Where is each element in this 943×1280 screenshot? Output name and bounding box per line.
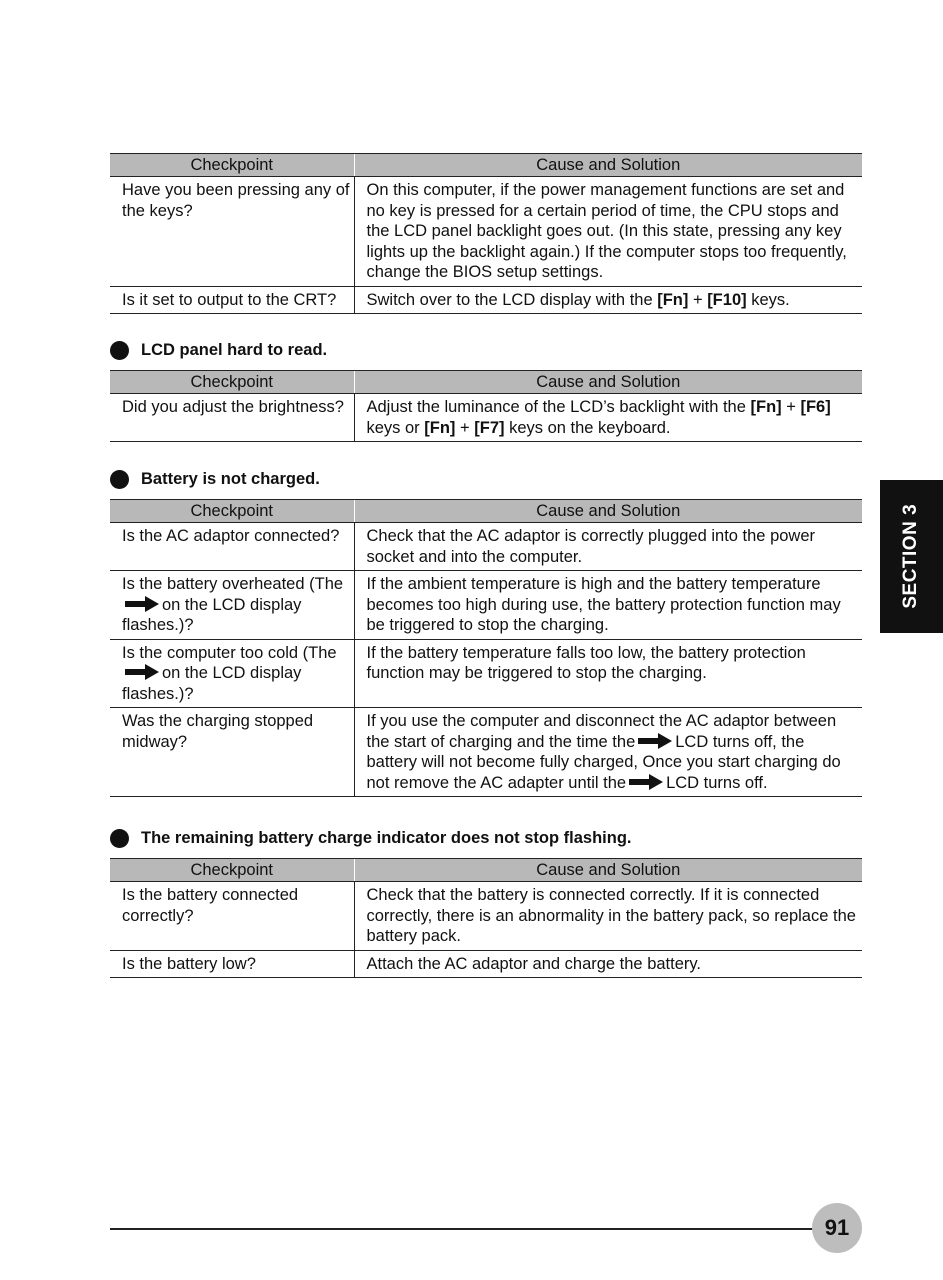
arrow-right-icon	[125, 664, 159, 680]
solution-cell	[354, 708, 862, 797]
bullet-icon	[110, 341, 129, 360]
key-f7: [F7]	[474, 418, 505, 437]
section-heading-indicator	[110, 828, 632, 849]
solution-text: keys.	[746, 290, 790, 309]
checkpoint-cell: Did you adjust the brightness?	[110, 394, 354, 442]
checkpoint-text: on the LCD display flashes.)?	[122, 664, 302, 703]
column-header-cause-solution: Cause and Solution	[354, 371, 862, 394]
table-row	[110, 882, 862, 951]
table-row	[110, 571, 862, 640]
footer-divider	[110, 1228, 835, 1230]
solution-text: keys on the keyboard.	[504, 418, 671, 437]
checkpoint-text: on the LCD display flashes.)?	[122, 595, 302, 634]
column-header-checkpoint: Checkpoint	[110, 371, 354, 394]
plus-sign: +	[781, 398, 801, 416]
table-row	[110, 394, 862, 442]
solution-text: Switch over to the LCD display with the	[366, 290, 658, 309]
column-header-checkpoint: Checkpoint	[110, 500, 354, 523]
arrow-right-icon	[125, 596, 159, 612]
section-heading-lcd	[110, 340, 327, 361]
checkpoint-cell: Was the charging stopped midway?	[110, 708, 354, 797]
key-f10: [F10]	[707, 290, 747, 309]
checkpoint-cell: Is it set to output to the CRT?	[110, 286, 354, 314]
table-row	[110, 177, 862, 287]
bullet-icon	[110, 829, 129, 848]
solution-cell: If the ambient temperature is high and the battery temperature becomes too high during use, the battery protection function may be triggered to stop the charging.	[354, 571, 862, 640]
bullet-icon	[110, 470, 129, 489]
solution-cell	[354, 394, 862, 442]
key-fn: [Fn]	[750, 398, 782, 416]
key-f6: [F6]	[800, 398, 831, 416]
table-row	[110, 523, 862, 571]
arrow-right-icon	[629, 774, 663, 790]
checkpoint-cell: Is the battery connected correctly?	[110, 882, 354, 951]
page-number: 91	[812, 1203, 862, 1253]
section-heading-battery	[110, 469, 320, 490]
column-header-cause-solution: Cause and Solution	[354, 500, 862, 523]
table-power-management	[110, 153, 862, 314]
section-tab-label: SECTION 3	[900, 504, 922, 609]
solution-cell: Attach the AC adaptor and charge the battery.	[354, 950, 862, 978]
heading-text: Battery is not charged.	[141, 470, 320, 488]
section-tab	[880, 480, 943, 633]
column-header-checkpoint: Checkpoint	[110, 154, 354, 177]
solution-text: If you use the computer and disconnect the AC adaptor between the start of charging and the time the	[366, 712, 837, 751]
solution-cell	[354, 286, 862, 314]
key-fn: [Fn]	[657, 290, 689, 309]
table-row	[110, 639, 862, 708]
solution-cell: If the battery temperature falls too low, the battery protection function may be triggered to stop the charging.	[354, 639, 862, 708]
key-fn: [Fn]	[424, 418, 456, 437]
checkpoint-cell	[110, 639, 354, 708]
solution-cell: On this computer, if the power management functions are set and no key is pressed for a certain period of time, the CPU stops and the LCD panel backlight goes out. (In this state, pressing any key lights up the backlight again.) If the computer stops too frequently, change the BIOS setup settings.	[354, 177, 862, 287]
solution-cell: Check that the AC adaptor is correctly plugged into the power socket and into the computer.	[354, 523, 862, 571]
checkpoint-text: Is the computer too cold (The	[122, 643, 337, 662]
checkpoint-cell: Is the battery low?	[110, 950, 354, 978]
table-row	[110, 708, 862, 797]
solution-text: LCD turns off, the battery will not become fully charged, Once you start charging do not remove the AC adapter until the	[366, 732, 841, 792]
table-charge-indicator	[110, 858, 862, 978]
solution-text: LCD turns off.	[666, 773, 768, 792]
column-header-checkpoint: Checkpoint	[110, 859, 354, 882]
table-row	[110, 950, 862, 978]
arrow-right-icon	[638, 733, 672, 749]
solution-cell: Check that the battery is connected correctly. If it is connected correctly, there is an abnormality in the battery pack, so replace the battery pack.	[354, 882, 862, 951]
column-header-cause-solution: Cause and Solution	[354, 859, 862, 882]
checkpoint-text: Is the battery overheated (The	[122, 575, 344, 593]
heading-text: The remaining battery charge indicator does not stop flashing.	[141, 829, 632, 847]
table-lcd-panel	[110, 370, 862, 442]
heading-text: LCD panel hard to read.	[141, 341, 328, 359]
checkpoint-cell	[110, 571, 354, 640]
solution-text: keys or	[366, 418, 425, 437]
plus-sign: +	[455, 418, 475, 437]
table-battery-charge	[110, 499, 862, 797]
column-header-cause-solution: Cause and Solution	[354, 154, 862, 177]
plus-sign: +	[688, 290, 708, 309]
table-row	[110, 286, 862, 314]
checkpoint-cell: Have you been pressing any of the keys?	[110, 177, 354, 287]
solution-text: Adjust the luminance of the LCD’s backlight with the	[366, 398, 751, 416]
checkpoint-cell: Is the AC adaptor connected?	[110, 523, 354, 571]
